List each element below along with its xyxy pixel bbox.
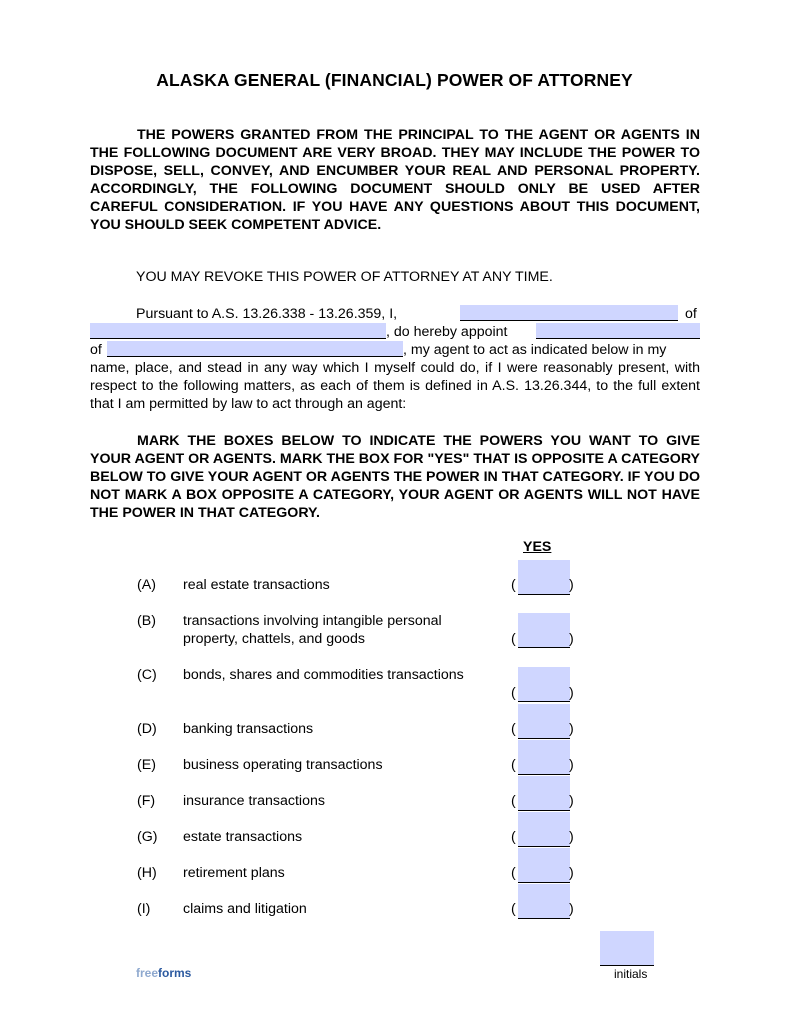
mark-instructions: MARK THE BOXES BELOW TO INDICATE THE POWERS YOU WANT TO GIVE YOUR AGENT OR AGENTS. MARK THE BOX FOR "YES" THAT IS OPPOSITE A CATEGORY BELOW TO GIVE YOUR AGENT OR AGENTS THE POWER IN THAT CATEGORY. IF YOU DO NOT MARK A BOX OPPOSITE A CATEGORY, YOUR AGENT OR AGENTS WILL NOT HAVE THE POWER IN THAT CATEGORY. <box>90 433 700 521</box>
agent-act-label: , my agent to act as indicated below in my <box>403 342 667 358</box>
category-label: claims and litigation <box>183 901 307 917</box>
pursuant-body: name, place, and stead in any way which I myself could do, if I were reasonably present, with respect to the following matters, as each of them is defined in A.S. 13.26.344, to the full extent that I am permitted by law to act through an agent: <box>90 360 700 412</box>
yes-checkbox-f[interactable] <box>518 776 570 811</box>
category-letter: (H) <box>137 865 157 881</box>
category-label: real estate transactions <box>183 577 330 593</box>
paren-close: ) <box>569 829 574 845</box>
category-label: retirement plans <box>183 865 285 881</box>
logo-free-text: free <box>136 966 159 980</box>
paren-close: ) <box>569 865 574 881</box>
paren-open: ( <box>511 829 516 845</box>
category-letter: (A) <box>137 577 156 593</box>
agent-address-field[interactable] <box>107 341 403 357</box>
category-label: bonds, shares and commodities transactions <box>183 667 464 683</box>
category-label: banking transactions <box>183 721 314 737</box>
agent-name-field[interactable] <box>536 323 700 339</box>
warning-paragraph: THE POWERS GRANTED FROM THE PRINCIPAL TO THE AGENT OR AGENTS IN THE FOLLOWING DOCUMENT ARE VERY BROAD. THEY MAY INCLUDE THE POWER TO DISPOSE, SELL, CONVEY, AND ENCUMBER YOUR REAL AND PERSONAL PROPERTY. ACCORDINGLY, THE FOLLOWING DOCUMENT SHOULD ONLY BE USED AFTER CAREFUL CONSIDERATION. IF YOU HAVE ANY QUESTIONS ABOUT THIS DOCUMENT, YOU SHOULD SEEK COMPETENT ADVICE. <box>90 127 700 233</box>
paren-close: ) <box>569 757 574 773</box>
pursuant-line-3 <box>90 341 700 359</box>
yes-checkbox-i[interactable] <box>518 884 570 919</box>
paren-close: ) <box>569 577 574 593</box>
category-letter: (B) <box>137 613 156 629</box>
category-letter: (F) <box>137 793 156 809</box>
initials-field[interactable] <box>600 931 654 966</box>
paren-open: ( <box>511 685 516 701</box>
appoint-label: , do hereby appoint <box>386 324 508 340</box>
paren-open: ( <box>511 865 516 881</box>
category-label: insurance transactions <box>183 793 325 809</box>
yes-checkbox-d[interactable] <box>518 704 570 739</box>
revoke-statement: YOU MAY REVOKE THIS POWER OF ATTORNEY AT ANY TIME. <box>136 269 553 285</box>
paren-open: ( <box>511 577 516 593</box>
category-label: transactions involving intangible personal property, chattels, and goods <box>183 613 442 647</box>
paren-close: ) <box>569 631 574 647</box>
yes-checkbox-a[interactable] <box>518 560 570 595</box>
paren-close: ) <box>569 721 574 737</box>
category-letter: (G) <box>137 829 158 845</box>
yes-checkbox-b[interactable] <box>518 613 570 648</box>
principal-address-field[interactable] <box>90 323 386 339</box>
of-label-2: of <box>90 342 102 358</box>
category-letter: (C) <box>137 667 157 683</box>
category-letter: (E) <box>137 757 156 773</box>
of-label-1: of <box>685 306 697 322</box>
pursuant-paragraph <box>90 305 700 413</box>
yes-checkbox-c[interactable] <box>518 667 570 702</box>
pursuant-line-1 <box>90 305 700 323</box>
paren-close: ) <box>569 901 574 917</box>
initials-label: initials <box>614 967 648 981</box>
category-letter: (D) <box>137 721 157 737</box>
document-title: ALASKA GENERAL (FINANCIAL) POWER OF ATTORNEY <box>156 70 633 90</box>
paren-open: ( <box>511 721 516 737</box>
paren-open: ( <box>511 793 516 809</box>
yes-column-header: YES <box>523 539 552 555</box>
yes-checkbox-h[interactable] <box>518 848 570 883</box>
category-label: business operating transactions <box>183 757 383 773</box>
principal-name-field[interactable] <box>460 305 678 321</box>
yes-checkbox-e[interactable] <box>518 740 570 775</box>
pursuant-prefix: Pursuant to A.S. 13.26.338 - 13.26.359, I, <box>136 306 398 322</box>
category-label: estate transactions <box>183 829 303 845</box>
category-letter: (I) <box>137 901 151 917</box>
paren-open: ( <box>511 901 516 917</box>
freeforms-logo <box>136 966 191 980</box>
logo-forms-text: forms <box>158 966 192 980</box>
paren-open: ( <box>511 631 516 647</box>
paren-close: ) <box>569 793 574 809</box>
pursuant-line-2 <box>90 323 700 341</box>
paren-open: ( <box>511 757 516 773</box>
paren-close: ) <box>569 685 574 701</box>
yes-checkbox-g[interactable] <box>518 812 570 847</box>
